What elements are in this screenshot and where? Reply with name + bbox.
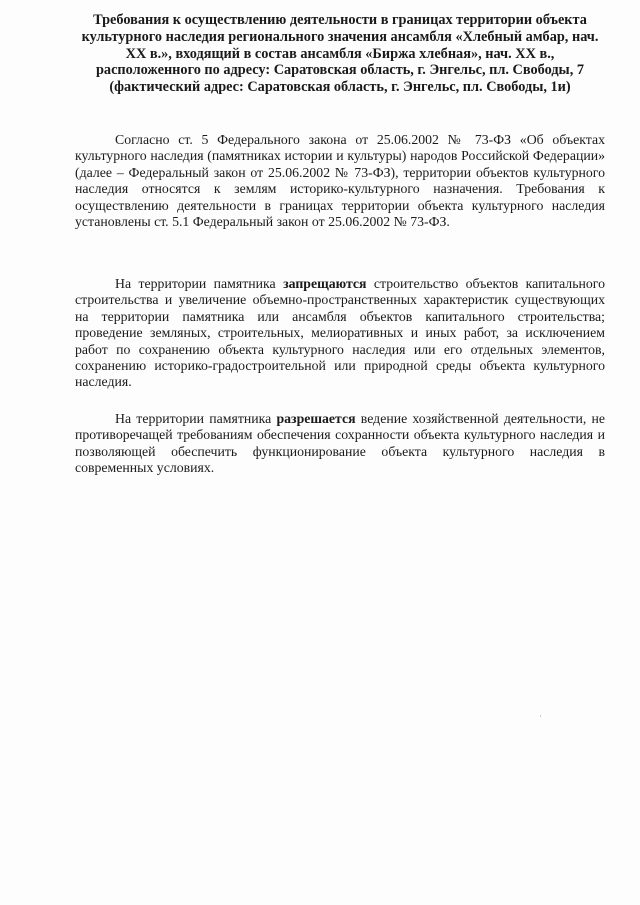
- permitted-keyword: разрешается: [276, 411, 356, 426]
- paragraph-prohibitions-text: строительство объектов капитального строительства и увеличение объемно-пространственных характеристик существующих на территории памятника или ансамбля объектов капитального строительства; проведение земляных, строительных, мелиоративных и иных работ, за исключением работ по сохранению объекта культурного наследия или его отдельных элементов, сохранению историко-градостроительной или природной среды объекта культурного наследия.: [75, 276, 605, 390]
- paragraph-permissions: [75, 411, 605, 477]
- paragraph-permissions-text: ведение хозяйственной деятельности, не противоречащей требованиям обеспечения сохранности объекта культурного наследия и позволяющей обеспечить функционирование объекта культурного наследия в современных условиях.: [75, 411, 605, 476]
- paragraph-prohibitions: [75, 276, 605, 391]
- paragraph-permissions-lead: На территории памятника: [115, 411, 277, 426]
- paragraph-legal-basis: Согласно ст. 5 Федерального закона от 25.06.2002 № 73-ФЗ «Об объектах культурного наследия (памятниках истории и культуры) народов Российской Федерации» (далее – Федеральный закон от 25.06.2002 № 73-ФЗ), территории объектов культурного наследия относятся к землям историко-культурного назначения. Требования к осуществлению деятельности в границах территории объекта культурного наследия установлены ст. 5.1 Федеральный закон от 25.06.2002 № 73-ФЗ.: [75, 132, 605, 230]
- prohibited-keyword: запрещаются: [283, 276, 367, 291]
- document-title: Требования к осуществлению деятельности в границах территории объекта культурного наследия регионального значения ансамбля «Хлебный амбар, нач. XX в.», входящий в состав ансамбля «Биржа хлебная», нач. XX в., расположенного по адресу: Саратовская область, г. Энгельс, пл. Свободы, 7 (фактический адрес: Саратовская область, г. Энгельс, пл. Свободы, 1и): [81, 12, 599, 96]
- paragraph-prohibitions-lead: На территории памятника: [115, 276, 284, 291]
- scan-speck: [540, 715, 541, 717]
